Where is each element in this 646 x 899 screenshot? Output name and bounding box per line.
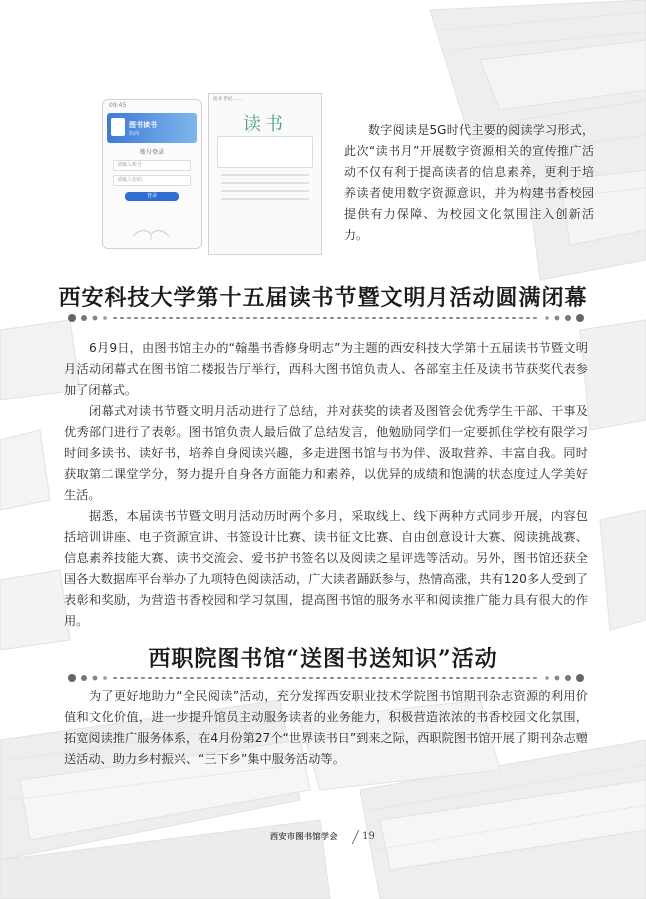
- article2-paragraph: 为了更好地助力“全民阅读”活动，充分发挥西安职业技术学院图书馆期刊杂志资源的利用价值和文化价值，进一步提升馆员主动服务读者的业务能力，积极营造浓浓的书香校园文化氛围，拓宽阅读推广服务体系，在4月份第27个“世界读书日”到来之际，西职院图书馆开展了期刊杂志赠送活动、助力乡村振兴、“三下乡”集中服务活动等。: [64, 689, 588, 766]
- page-footer: [270, 828, 375, 846]
- intro-text: 数字阅读是5G时代主要的阅读学习形式，此次“读书月”开展数字资源相关的宣传推广活动不仅有利于提高读者的信息素养，更利于培养读者使用数字资源意识，并为构建书香校园提供有力保障、为校园文化氛围注入创新活力。: [344, 123, 594, 242]
- app-subtitle: 陕西: [129, 131, 140, 137]
- dotted-divider: [66, 312, 586, 324]
- app-screenshots: [96, 93, 332, 258]
- article1-paragraph: 据悉，本届读书节暨文明月活动历时两个多月，采取线上、线下两种方式同步开展，内容包括培训讲座、电子资源宣讲、书签设计比赛、读书征文比赛、自由创意设计大赛、阅读挑战赛、信息素养技能大赛、读书交流会、爱书护书签名以及阅读之星评选等活动。另外，图书馆还获全国各大数据库平台举办了九项特色阅读活动，广大读者踊跃参与，热情高涨，共有120多人受到了表彰和奖励，为营造书香校园和学习氛围，提高图书馆的服务水平和阅读推广能力具有很大的作用。: [64, 509, 588, 628]
- intro-paragraph: [344, 120, 594, 246]
- footer-slash-divider: [341, 830, 359, 844]
- document-header: 读书 世纪 ……: [213, 97, 243, 102]
- article1-body: [64, 338, 588, 632]
- username-field: 请输入账号: [113, 160, 191, 171]
- publisher-name: 西安市图书馆学会: [270, 832, 338, 841]
- app-logo-icon: [111, 118, 125, 136]
- phone-status-bar: 09:45: [109, 102, 127, 109]
- phone-screenshot: [102, 99, 202, 249]
- document-line: [221, 182, 309, 184]
- password-field: 请输入密码: [113, 175, 191, 186]
- document-logo: 读书: [243, 114, 287, 135]
- document-line: [221, 190, 309, 192]
- app-name: 图书读书: [129, 121, 157, 129]
- article1-paragraph: 闭幕式对读书节暨文明月活动进行了总结，并对获奖的读者及图管会优秀学生干部、干事及优秀部门进行了表彰。图书馆负责人最后做了总结发言，他勉励同学们一定要抓住学校有限学习时间多读书、读好书，培养自身阅读兴趣，多走进图书馆与书为伴、汲取营养、丰富自我。同时获取第二课堂学分，努力提升自身各方面能力和素养，以优异的成绩和饱满的状态度过人学美好生活。: [64, 404, 588, 502]
- app-header-banner: [107, 113, 197, 143]
- article2-title: 西职院图书馆“送图书送知识”活动: [148, 646, 498, 672]
- document-line: [221, 198, 309, 200]
- document-screenshot: [208, 93, 322, 255]
- article2-body: [64, 686, 588, 770]
- page-number: 19: [362, 831, 375, 842]
- open-book-icon: [103, 214, 199, 244]
- document-content-box: [217, 136, 313, 168]
- article1-title: 西安科技大学第十五届读书节暨文明月活动圆满闭幕: [58, 285, 588, 311]
- document-line: [221, 174, 309, 176]
- dotted-divider: [66, 672, 586, 684]
- article1-paragraph: 6月9日，由图书馆主办的“翰墨书香修身明志”为主题的西安科技大学第十五届读书节暨文明月活动闭幕式在图书馆二楼报告厅举行，西科大图书馆负责人、各部室主任及读书节获奖代表参加了闭幕式。: [64, 341, 588, 397]
- login-button: 登录: [125, 192, 179, 201]
- login-title: 账号登录: [139, 149, 164, 156]
